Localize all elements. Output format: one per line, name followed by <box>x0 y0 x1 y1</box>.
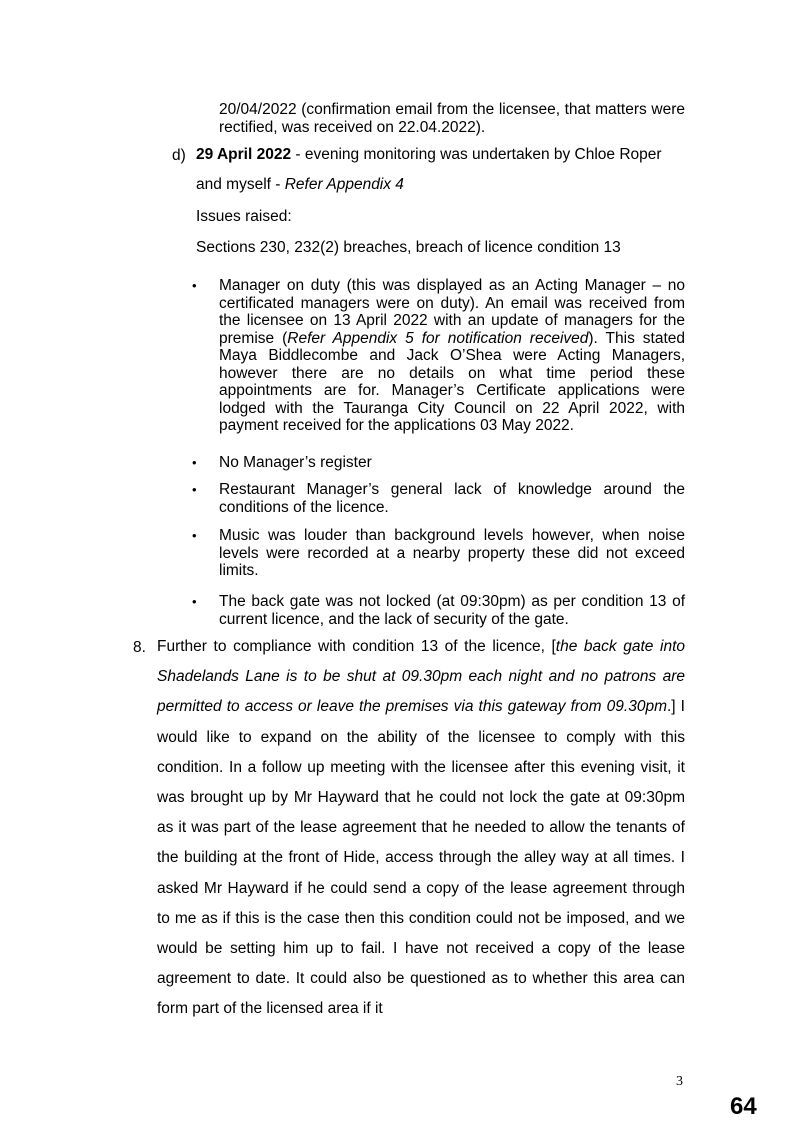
licence-condition-quote: the back gate into Shadelands Lane is to be shut at 09.30pm each night and no patrons are permitted to access or leave the premises via this gateway from 09.30pm <box>157 638 685 716</box>
issues-raised-label: Issues raised: <box>196 208 292 225</box>
item-d-appendix-ref: Refer Appendix 4 <box>284 176 404 194</box>
continued-paragraph <box>219 101 685 136</box>
bullet-item-music: Music was louder than background levels however, when noise levels were recorded at a nearby property these did not exceed limits. <box>219 527 685 579</box>
bullet-item-managers-register: No Manager’s register <box>219 454 372 471</box>
bullet-text-continued: ). This stated Maya Biddlecombe and Jack O’Shea were Acting Managers, however there are no details on what time period these appointments are for. Manager’s Certificate applications were lodged with the Tauranga City Council on 22 April 2022, with payment received for the applications 03 May 2022. <box>219 329 685 434</box>
bullet-marker: • <box>192 455 197 470</box>
bullet-item-knowledge: Restaurant Manager’s general lack of knowledge around the conditions of the licence. <box>219 481 685 516</box>
bullet-appendix-ref: Refer Appendix 5 for notification received <box>287 329 589 347</box>
item-d-marker: d) <box>172 147 186 164</box>
bullet-marker: • <box>192 482 197 497</box>
agenda-page-number: 64 <box>730 1093 757 1120</box>
bullet-item-back-gate: The back gate was not locked (at 09:30pm) as per condition 13 of current licence, and the lack of security of the gate. <box>219 593 685 628</box>
item-d-text: - evening monitoring was undertaken by Chloe Roper and myself - <box>196 146 662 194</box>
bullet-marker: • <box>192 594 197 609</box>
bullet-item-manager-on-duty <box>219 277 685 435</box>
item-d-paragraph <box>196 140 688 200</box>
item-d-date: 29 April 2022 <box>196 146 292 163</box>
item-8-text-continued: .] I would like to expand on the ability of the licensee to comply with this condition. In a follow up meeting with the licensee after this evening visit, it was brought up by Mr Hayward that he could not lock the gate at 09:30pm as it was part of the lease agreement that he needed to allow the tenants of the building at the front of Hide, access through the alley way at all times. I asked Mr Hayward if he could send a copy of the lease agreement through to me as if this is the case then this condition could not be imposed, and we would be setting him up to fail. I have not received a copy of the lease agreement to date. It could also be questioned as to whether this area can form part of the licensed area if it <box>157 698 685 1018</box>
item-8-text: Further to compliance with condition 13 of the licence, [ <box>157 638 556 655</box>
sections-breaches-line: Sections 230, 232(2) breaches, breach of licence condition 13 <box>196 239 621 256</box>
bullet-marker: • <box>192 528 197 543</box>
continued-text: 20/04/2022 (confirmation email from the licensee, that matters were rectified, was received on 22.04.2022). <box>219 101 685 136</box>
page-number: 3 <box>676 1074 683 1089</box>
bullet-marker: • <box>192 278 197 293</box>
item-8-marker: 8. <box>133 639 146 656</box>
bullet-text: Manager on duty (this was displayed as an Acting Manager – no certificated managers were on duty). An email was received from the licensee on 13 April 2022 with an update of managers for the premise ( <box>219 277 685 347</box>
item-8-paragraph <box>157 632 685 1025</box>
